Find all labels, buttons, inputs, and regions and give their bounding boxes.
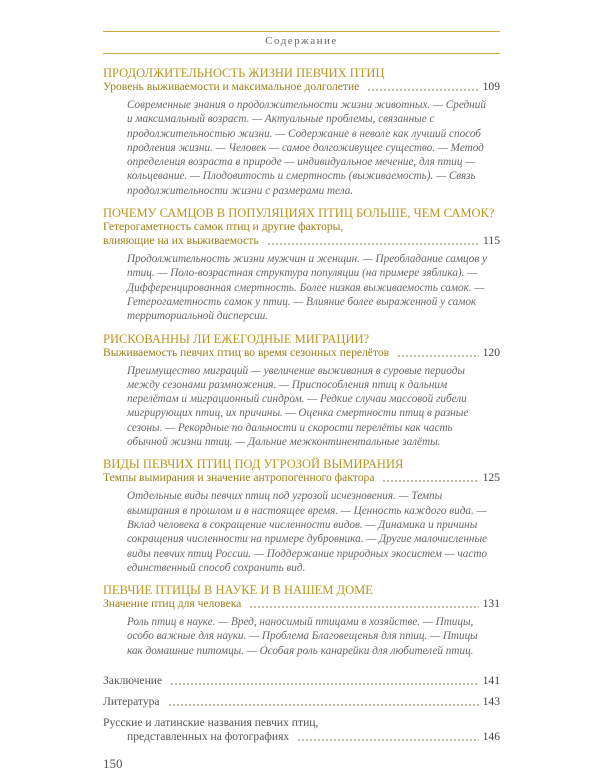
table-of-contents [103, 0, 500, 775]
back-matter-title[interactable]: Заключение [103, 674, 163, 688]
running-header: Содержание [265, 35, 338, 47]
page-ref[interactable]: 146 [482, 730, 500, 744]
chapter-summary: Отдельные виды певчих птиц под угрозой исчезновения. — Темпы вымирания в прошлом и в настоящее время. — Ценность каждого вида. — Вклад человека в сокращение численности видов. — Динамика и причины сокращения численности на примере дубровника. — Другие малочисленные виды певчих птиц России. — Поддержание природных экосистем — часто единственный способ сохранить вид. [127, 490, 488, 574]
chapter-subtitle[interactable]: влияющие на их выживаемость [103, 234, 259, 248]
dot-leader [249, 606, 478, 608]
page-ref[interactable]: 131 [482, 597, 500, 611]
dot-leader [397, 355, 478, 357]
chapter-heading[interactable]: ПОЧЕМУ САМЦОВ В ПОПУЛЯЦИЯХ ПТИЦ БОЛЬШЕ, ЧЕМ САМОК? [103, 206, 495, 221]
back-matter-title[interactable]: представленных на фотографиях [127, 730, 290, 744]
chapter-summary: Современные знания о продолжительности жизни животных. — Средний и максимальный возраст. — Актуальные проблемы, связанные с продолжительностью жизни. — Содержание в неволе как лучший способ продления жизни. — Человек — самое долгоживущее существо. — Метод определения возраста в природе — индивидуальное мечение, для птиц — кольцевание. — Плодовитость и смертность (выживаемость). — Связь продолжительности жизни с размерами тела. [127, 99, 486, 197]
chapter-subtitle[interactable]: Выживаемость певчих птиц во время сезонных перелётов [103, 345, 390, 359]
back-matter-title[interactable]: Литература [103, 695, 160, 709]
back-matter-entry [103, 695, 500, 709]
page-ref[interactable]: 143 [482, 695, 500, 709]
chapter-subtitle[interactable]: Уровень выживаемости и максимальное долголетие [103, 80, 360, 93]
back-matter-entry [103, 674, 500, 688]
chapter-heading[interactable]: ПЕВЧИЕ ПТИЦЫ В НАУКЕ И В НАШЕМ ДОМЕ [103, 583, 373, 598]
dot-leader [297, 739, 478, 741]
back-matter [103, 674, 500, 744]
toc-section [103, 206, 500, 323]
chapter-subtitle[interactable]: Значение птиц для человека [103, 597, 242, 611]
toc-section [103, 457, 500, 575]
toc-section [103, 583, 500, 658]
page-ref[interactable]: 109 [482, 80, 500, 93]
dot-leader [367, 89, 478, 91]
page-number: 150 [103, 756, 123, 772]
back-matter-entry [103, 716, 500, 744]
dot-leader [267, 243, 479, 245]
back-matter-title[interactable]: Русские и латинские названия певчих птиц, [103, 716, 319, 730]
chapter-summary: Роль птиц в науке. — Вред, наносимый птицами в хозяйстве. — Птицы, особо важные для науки. — Проблема Благовещенья для птиц. — Птицы как домашние питомцы. — Особая роль канарейки для любителей птиц. [127, 616, 478, 657]
chapter-summary: Продолжительность жизни мужчин и женщин. — Преобладание самцов у птиц. — Поло-возрастная структура популяции (на примере зяблика). — Дифференцированная смертность. Более низкая выживаемость самок. — Гетерогаметность самок у птиц. — Влияние более выраженной у самок территориальной дисперсии. [127, 253, 487, 323]
chapter-heading[interactable]: ВИДЫ ПЕВЧИХ ПТИЦ ПОД УГРОЗОЙ ВЫМИРАНИЯ [103, 457, 404, 472]
chapter-subtitle[interactable]: Гетерогаметность самок птиц и другие факторы, [103, 220, 344, 234]
toc-section [103, 66, 500, 198]
page-ref[interactable]: 120 [482, 345, 500, 359]
dot-leader [170, 683, 478, 685]
dot-leader [168, 704, 479, 706]
chapter-summary: Преимущество миграций — увеличение выживания в суровые периоды между сезонами размножения. — Приспособления птиц к дальним перелётам и миграционный синдром. — Редкие случаи массовой гибели мигрирующих птиц, их причины. — Оценка смертности птиц в разные сезоны. — Рекордные по дальности и скорости перелёты как часть обычной жизни птиц. — Дальние межконтинентальные залёты. [127, 364, 469, 449]
dot-leader [382, 480, 478, 482]
chapter-subtitle[interactable]: Темпы вымирания и значение антропогенного фактора [103, 471, 375, 485]
toc-section [103, 332, 500, 450]
page-ref[interactable]: 125 [482, 471, 500, 485]
page-ref[interactable]: 115 [483, 234, 500, 248]
chapter-heading[interactable]: РИСКОВАННЫ ЛИ ЕЖЕГОДНЫЕ МИГРАЦИИ? [103, 331, 370, 346]
page-ref[interactable]: 141 [482, 674, 500, 688]
chapter-heading[interactable]: ПРОДОЛЖИТЕЛЬНОСТЬ ЖИЗНИ ПЕВЧИХ ПТИЦ [103, 66, 385, 80]
